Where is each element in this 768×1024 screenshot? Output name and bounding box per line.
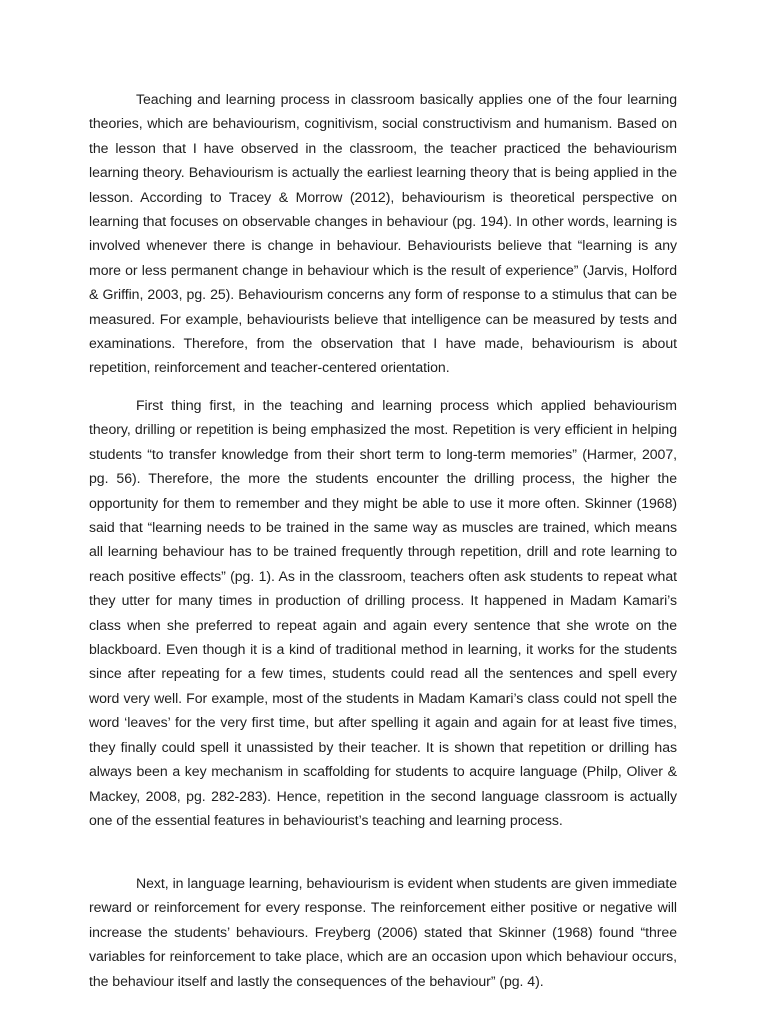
paragraph-1: Teaching and learning process in classroom basically applies one of the four learning theories, which are behaviourism, cognitivism, social constructivism and humanism. Based on the lesson that I have observed in the classroom, the teacher practiced the behaviourism learning theory. Behaviourism is actually the earliest learning theory that is being applied in the lesson. According to Tracey & Morrow (2012), behaviourism is theoretical perspective on learning that focuses on observable changes in behaviour (pg. 194). In other words, learning is involved whenever there is change in behaviour. Behaviourists believe that “learning is any more or less permanent change in behaviour which is the result of experience” (Jarvis, Holford & Griffin, 2003, pg. 25). Behaviourism concerns any form of response to a stimulus that can be measured. For example, behaviourists believe that intelligence can be measured by tests and examinations. Therefore, from the observation that I have made, behaviourism is about repetition, reinforcement and teacher-centered orientation. [89,91,677,376]
paragraph-2: First thing first, in the teaching and learning process which applied behaviourism theory, drilling or repetition is being emphasized the most. Repetition is very efficient in helping students “to transfer knowledge from their short term to long-term memories” (Harmer, 2007, pg. 56). Therefore, the more the students encounter the drilling process, the higher the opportunity for them to remember and they might be able to use it more often. Skinner (1968) said that “learning needs to be trained in the same way as muscles are trained, which means all learning behaviour has to be trained frequently through repetition, drill and rote learning to reach positive effects” (pg. 1). As in the classroom, teachers often ask students to repeat what they utter for many times in production of drilling process. It happened in Madam Kamari’s class when she preferred to repeat again and again every sentence that she wrote on the blackboard. Even though it is a kind of traditional method in learning, it works for the students since after repeating for a few times, students could read all the sentences and spell every word very well. For example, most of the students in Madam Kamari’s class could not spell the word ‘leaves’ for the very first time, but after spelling it again and again for at least five times, they finally could spell it unassisted by their teacher. It is shown that repetition or drilling has always been a key mechanism in scaffolding for students to acquire language (Philp, Oliver & Mackey, 2008, pg. 282-283). Hence, repetition in the second language classroom is actually one of the essential features in behaviourist’s teaching and learning process. [89,397,677,828]
paragraph-3: Next, in language learning, behaviourism is evident when students are given immediate reward or reinforcement for every response. The reinforcement either positive or negative will increase the students’ behaviours. Freyberg (2006) stated that Skinner (1968) found “three variables for reinforcement to take place, which are an occasion upon which behaviour occurs, the behaviour itself and lastly the consequences of the behaviour” (pg. 4). [89,875,677,989]
